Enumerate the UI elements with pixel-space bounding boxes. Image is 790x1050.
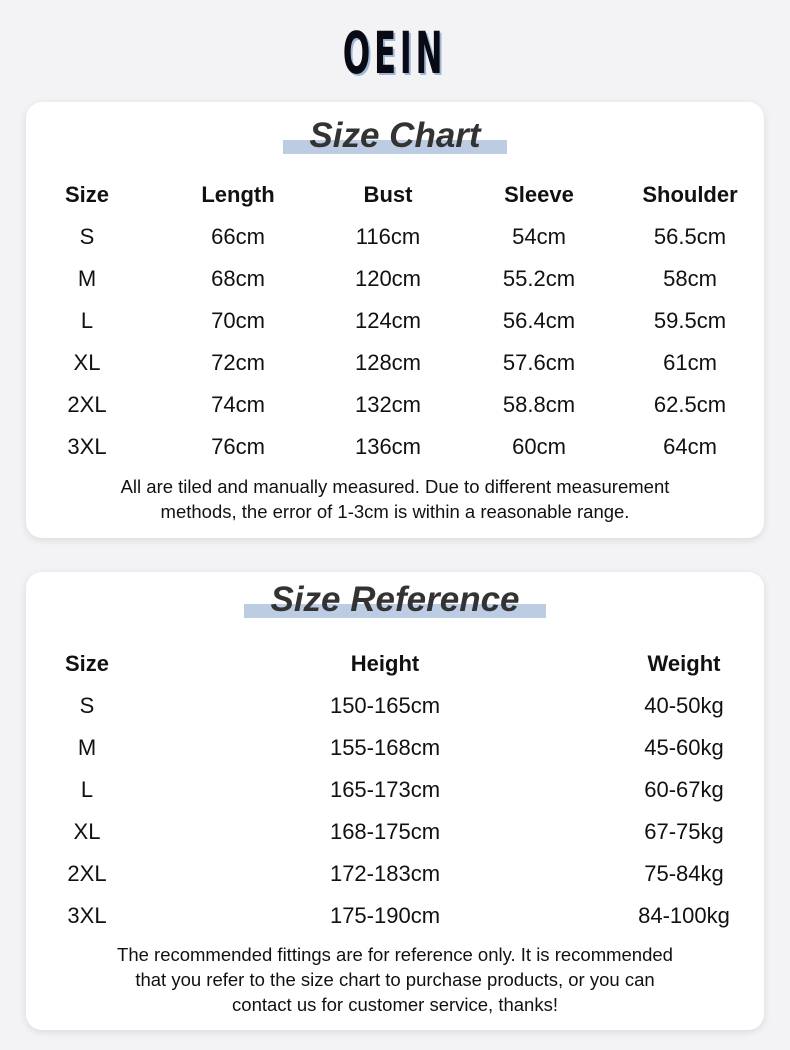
note-line: contact us for customer service, thanks! — [232, 994, 558, 1015]
cell-sleeve: 56.4cm — [502, 308, 576, 333]
cell-bust: 124cm — [354, 308, 422, 333]
header-weight: Weight — [647, 651, 721, 676]
cell-weight: 84-100kg — [638, 903, 730, 928]
table-row — [26, 219, 764, 255]
cell-weight: 75-84kg — [644, 861, 724, 886]
cell-shoulder: 56.5cm — [653, 224, 727, 249]
cell-sleeve: 60cm — [512, 434, 566, 459]
cell-size: XL — [73, 819, 101, 844]
header-size: Size — [64, 182, 110, 207]
table-row — [26, 772, 764, 808]
cell-shoulder: 61cm — [663, 350, 717, 375]
table-row — [26, 730, 764, 766]
size-chart-header-row — [26, 177, 764, 213]
table-row — [26, 387, 764, 423]
cell-bust: 120cm — [354, 266, 422, 291]
header-bust: Bust — [363, 182, 413, 207]
cell-size: M — [77, 266, 97, 291]
cell-sleeve: 55.2cm — [502, 266, 576, 291]
cell-weight: 40-50kg — [644, 693, 724, 718]
cell-shoulder: 64cm — [663, 434, 717, 459]
cell-shoulder: 62.5cm — [653, 392, 727, 417]
table-row — [26, 345, 764, 381]
cell-length: 70cm — [211, 308, 265, 333]
cell-size: S — [79, 224, 95, 249]
cell-size: 2XL — [67, 861, 107, 886]
size-chart-title-wrap — [26, 116, 764, 156]
table-row — [26, 898, 764, 934]
cell-sleeve: 54cm — [512, 224, 566, 249]
cell-length: 66cm — [211, 224, 265, 249]
cell-size: 3XL — [67, 903, 107, 928]
cell-bust: 128cm — [354, 350, 422, 375]
size-reference-header-row — [26, 646, 764, 682]
cell-height: 175-190cm — [329, 903, 441, 928]
table-row — [26, 814, 764, 850]
note-line: The recommended fittings are for reference only. It is recommended — [117, 944, 673, 965]
cell-weight: 45-60kg — [644, 735, 724, 760]
cell-size: L — [80, 308, 94, 333]
table-row — [26, 688, 764, 724]
header-shoulder: Shoulder — [642, 182, 738, 207]
cell-bust: 116cm — [355, 224, 421, 249]
table-row — [26, 261, 764, 297]
note-line: All are tiled and manually measured. Due to different measurement — [120, 476, 670, 497]
cell-length: 76cm — [211, 434, 265, 459]
note-line: methods, the error of 1-3cm is within a reasonable range. — [160, 501, 630, 522]
header-sleeve: Sleeve — [504, 182, 574, 207]
cell-size: 3XL — [67, 434, 107, 459]
cell-shoulder: 59.5cm — [653, 308, 727, 333]
cell-shoulder: 58cm — [663, 266, 717, 291]
header-size: Size — [64, 651, 110, 676]
size-chart-note — [26, 474, 764, 524]
cell-length: 72cm — [211, 350, 265, 375]
cell-length: 68cm — [211, 266, 265, 291]
header-height: Height — [350, 651, 420, 676]
cell-length: 74cm — [211, 392, 265, 417]
table-row — [26, 856, 764, 892]
size-chart-card — [26, 102, 764, 538]
cell-height: 168-175cm — [329, 819, 441, 844]
cell-height: 172-183cm — [329, 861, 441, 886]
table-row — [26, 303, 764, 339]
cell-sleeve: 58.8cm — [502, 392, 576, 417]
table-row — [26, 429, 764, 465]
size-reference-title-wrap — [26, 580, 764, 620]
cell-sleeve: 57.6cm — [502, 350, 576, 375]
cell-size: S — [79, 693, 95, 718]
size-chart-title: Size Chart — [309, 116, 481, 155]
cell-size: M — [77, 735, 97, 760]
cell-bust: 136cm — [354, 434, 422, 459]
cell-weight: 60-67kg — [644, 777, 724, 802]
header-length: Length — [201, 182, 275, 207]
brand-name: OEIN — [343, 19, 447, 87]
cell-height: 155-168cm — [329, 735, 441, 760]
note-line: that you refer to the size chart to purchase products, or you can — [135, 969, 655, 990]
size-reference-card — [26, 572, 764, 1030]
cell-bust: 132cm — [354, 392, 422, 417]
cell-size: 2XL — [67, 392, 107, 417]
cell-height: 150-165cm — [329, 693, 441, 718]
cell-height: 165-173cm — [329, 777, 441, 802]
cell-size: XL — [73, 350, 101, 375]
cell-weight: 67-75kg — [644, 819, 724, 844]
brand-logo — [0, 18, 790, 88]
size-reference-note — [26, 942, 764, 1017]
cell-size: L — [80, 777, 94, 802]
size-reference-title: Size Reference — [270, 580, 520, 619]
